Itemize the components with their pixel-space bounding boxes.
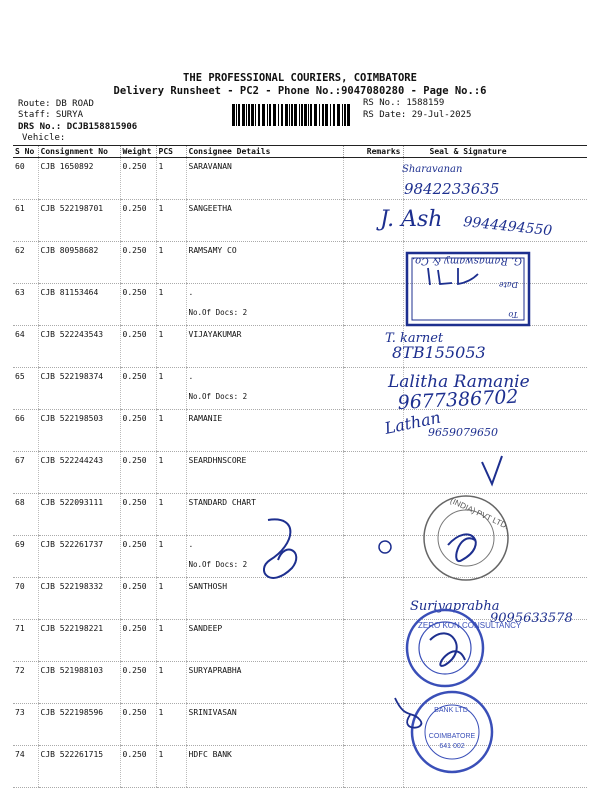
cell-consignee: STANDARD CHART	[186, 494, 343, 536]
cell-remarks	[343, 746, 403, 788]
cell-seal-signature	[403, 704, 587, 746]
cell-consignment-no: CJB 522198332	[38, 578, 120, 620]
cell-seal-signature	[403, 410, 587, 452]
cell-pcs: 1	[156, 536, 186, 578]
cell-sno: 66	[13, 410, 38, 452]
cell-consignment-no: CJB 522198374	[38, 368, 120, 410]
stamp-bank-city: COIMBATORE	[428, 733, 476, 740]
cell-consignment-no: CJB 522198701	[38, 200, 120, 242]
table-row	[13, 326, 587, 368]
cell-seal-signature	[403, 200, 587, 242]
cell-sno: 64	[13, 326, 38, 368]
stamp-bank-top: BANK LTD.	[434, 707, 470, 714]
cell-remarks	[343, 410, 403, 452]
cell-consignee: SEARDHNSCORE	[186, 452, 343, 494]
cell-sno: 61	[13, 200, 38, 242]
cell-seal-signature	[403, 620, 587, 662]
signature-66: Lalitha Ramanie	[388, 372, 530, 392]
table-row	[13, 746, 587, 788]
stamp-zero-kon-text: ZERO KON CONSULTANCY	[418, 621, 522, 630]
cell-remarks	[343, 284, 403, 326]
cell-weight: 0.250	[120, 536, 156, 578]
table-header-row	[13, 146, 587, 158]
col-header-pcs: PCS	[156, 146, 186, 158]
cell-weight: 0.250	[120, 284, 156, 326]
cell-pcs: 1	[156, 242, 186, 284]
col-header-seal-signature: Seal & Signature	[403, 146, 587, 158]
col-header-consignment: Consignment No	[38, 146, 120, 158]
table-row	[13, 158, 587, 200]
cell-sno: 69	[13, 536, 38, 578]
table-row	[13, 494, 587, 536]
cell-sno: 68	[13, 494, 38, 536]
cell-weight: 0.250	[120, 200, 156, 242]
cell-weight: 0.250	[120, 158, 156, 200]
cell-sno: 65	[13, 368, 38, 410]
cell-remarks	[343, 704, 403, 746]
barcode-image	[232, 104, 350, 126]
cell-consignee: . No.Of Docs: 2	[186, 536, 343, 578]
cell-pcs: 1	[156, 746, 186, 788]
cell-remarks	[343, 662, 403, 704]
cell-consignment-no: CJB 1650892	[38, 158, 120, 200]
cell-consignee: . No.Of Docs: 2	[186, 368, 343, 410]
cell-consignment-no: CJB 522198221	[38, 620, 120, 662]
cell-pcs: 1	[156, 578, 186, 620]
cell-seal-signature	[403, 368, 587, 410]
table-row	[13, 620, 587, 662]
cell-consignment-no: CJB 522244243	[38, 452, 120, 494]
table-row	[13, 284, 587, 326]
cell-remarks	[343, 620, 403, 662]
cell-pcs: 1	[156, 662, 186, 704]
cell-seal-signature	[403, 746, 587, 788]
rs-number: RS No.: 1588159	[363, 98, 445, 108]
table-row	[13, 200, 587, 242]
cell-pcs: 1	[156, 620, 186, 662]
cell-remarks	[343, 578, 403, 620]
cell-remarks	[343, 536, 403, 578]
cell-consignee: VIJAYAKUMAR	[186, 326, 343, 368]
col-header-remarks: Remarks	[343, 146, 403, 158]
cell-remarks	[343, 326, 403, 368]
cell-sno: 72	[13, 662, 38, 704]
cell-consignee: SANTHOSH	[186, 578, 343, 620]
table-row	[13, 662, 587, 704]
cell-sno: 62	[13, 242, 38, 284]
cell-seal-signature	[403, 284, 587, 326]
stamp-ramaswamy-to: To	[508, 310, 518, 319]
table-row	[13, 704, 587, 746]
cell-pcs: 1	[156, 452, 186, 494]
cell-consignment-no: CJB 80958682	[38, 242, 120, 284]
cell-weight: 0.250	[120, 452, 156, 494]
cell-consignee: . No.Of Docs: 2	[186, 284, 343, 326]
cell-weight: 0.250	[120, 494, 156, 536]
stamp-ramaswamy-company: G. Ramaswamy & Co.	[412, 255, 522, 266]
stamp-india-pvt-text: (INDIA) PVT LTD.	[448, 496, 510, 531]
cell-consignment-no: CJB 81153464	[38, 284, 120, 326]
docs-count-note: No.Of Docs: 2	[188, 560, 248, 569]
cell-pcs: 1	[156, 368, 186, 410]
cell-seal-signature	[403, 662, 587, 704]
table-row	[13, 452, 587, 494]
phone-67: 9659079650	[428, 426, 498, 439]
col-header-sno: S No	[13, 146, 38, 158]
cell-remarks	[343, 242, 403, 284]
cell-remarks	[343, 158, 403, 200]
cell-consignee: HDFC BANK	[186, 746, 343, 788]
phone-72: 9095633578	[490, 611, 573, 626]
cell-consignment-no: CJB 522198596	[38, 704, 120, 746]
stamp-ramaswamy-date: Date	[498, 280, 518, 289]
cell-sno: 70	[13, 578, 38, 620]
phone-60: 9842233635	[404, 180, 500, 198]
rs-date: RS Date: 29-Jul-2025	[363, 110, 472, 120]
cell-consignee: SRINIVASAN	[186, 704, 343, 746]
cell-pcs: 1	[156, 200, 186, 242]
cell-pcs: 1	[156, 704, 186, 746]
signature-61: J. Ash	[380, 207, 443, 232]
vehicle-label: Vehicle:	[22, 133, 66, 143]
cell-consignee: RAMANIE	[186, 410, 343, 452]
cell-remarks	[343, 494, 403, 536]
cell-sno: 73	[13, 704, 38, 746]
cell-pcs: 1	[156, 158, 186, 200]
cell-pcs: 1	[156, 410, 186, 452]
cell-weight: 0.250	[120, 410, 156, 452]
cell-consignment-no: CJB 522093111	[38, 494, 120, 536]
cell-seal-signature	[403, 452, 587, 494]
cell-sno: 67	[13, 452, 38, 494]
signature-65: T. karnet	[385, 331, 444, 346]
cell-pcs: 1	[156, 326, 186, 368]
cell-pcs: 1	[156, 494, 186, 536]
cell-seal-signature	[403, 158, 587, 200]
route-label: Route: DB ROAD	[18, 99, 94, 109]
cell-weight: 0.250	[120, 368, 156, 410]
cell-weight: 0.250	[120, 620, 156, 662]
cell-seal-signature	[403, 494, 587, 536]
cell-remarks	[343, 452, 403, 494]
col-header-weight: Weight	[120, 146, 156, 158]
cell-sno: 71	[13, 620, 38, 662]
cell-consignment-no: CJB 522198503	[38, 410, 120, 452]
cell-consignee: RAMSAMY CO	[186, 242, 343, 284]
cell-consignment-no: CJB 521988103	[38, 662, 120, 704]
col-header-consignee: Consignee Details	[186, 146, 343, 158]
cell-consignment-no: CJB 522243543	[38, 326, 120, 368]
runsheet-subtitle: Delivery Runsheet - PC2 - Phone No.:9047080280 - Page No.:6	[113, 85, 487, 97]
cell-weight: 0.250	[120, 746, 156, 788]
table-row	[13, 578, 587, 620]
cell-consignment-no: CJB 522261715	[38, 746, 120, 788]
cell-consignee: SURYAPRABHA	[186, 662, 343, 704]
cell-pcs: 1	[156, 284, 186, 326]
cell-seal-signature	[403, 242, 587, 284]
cell-sno: 74	[13, 746, 38, 788]
table-row	[13, 242, 587, 284]
table-row	[13, 410, 587, 452]
company-title: THE PROFESSIONAL COURIERS, COIMBATORE	[183, 72, 417, 84]
cell-sno: 63	[13, 284, 38, 326]
cell-weight: 0.250	[120, 242, 156, 284]
table-row	[13, 368, 587, 410]
cell-remarks	[343, 368, 403, 410]
signature-67: Lathan	[382, 407, 443, 438]
docs-count-note: No.Of Docs: 2	[188, 392, 248, 401]
drs-number: DRS No.: DCJB158815906	[18, 122, 138, 132]
cell-sno: 60	[13, 158, 38, 200]
cell-consignee: SARAVANAN	[186, 158, 343, 200]
stamp-bank-pin: 641 002	[439, 743, 465, 750]
cell-consignment-no: CJB 522261737	[38, 536, 120, 578]
cell-seal-signature	[403, 578, 587, 620]
cell-weight: 0.250	[120, 326, 156, 368]
cell-seal-signature	[403, 536, 587, 578]
phone-66: 9677386702	[397, 385, 519, 414]
table-row	[13, 536, 587, 578]
cell-consignee: SANDEEP	[186, 620, 343, 662]
signature-60: Sharavanan	[402, 164, 463, 175]
phone-61: 9944494550	[462, 214, 553, 240]
signature-72: Suriyaprabha	[410, 599, 500, 614]
id-65: 8TB155053	[392, 343, 486, 362]
cell-weight: 0.250	[120, 662, 156, 704]
cell-seal-signature	[403, 326, 587, 368]
cell-consignee: SANGEETHA	[186, 200, 343, 242]
cell-weight: 0.250	[120, 704, 156, 746]
cell-weight: 0.250	[120, 578, 156, 620]
staff-label: Staff: SURYA	[18, 110, 84, 120]
docs-count-note: No.Of Docs: 2	[188, 308, 248, 317]
cell-remarks	[343, 200, 403, 242]
runsheet-table	[13, 145, 587, 788]
